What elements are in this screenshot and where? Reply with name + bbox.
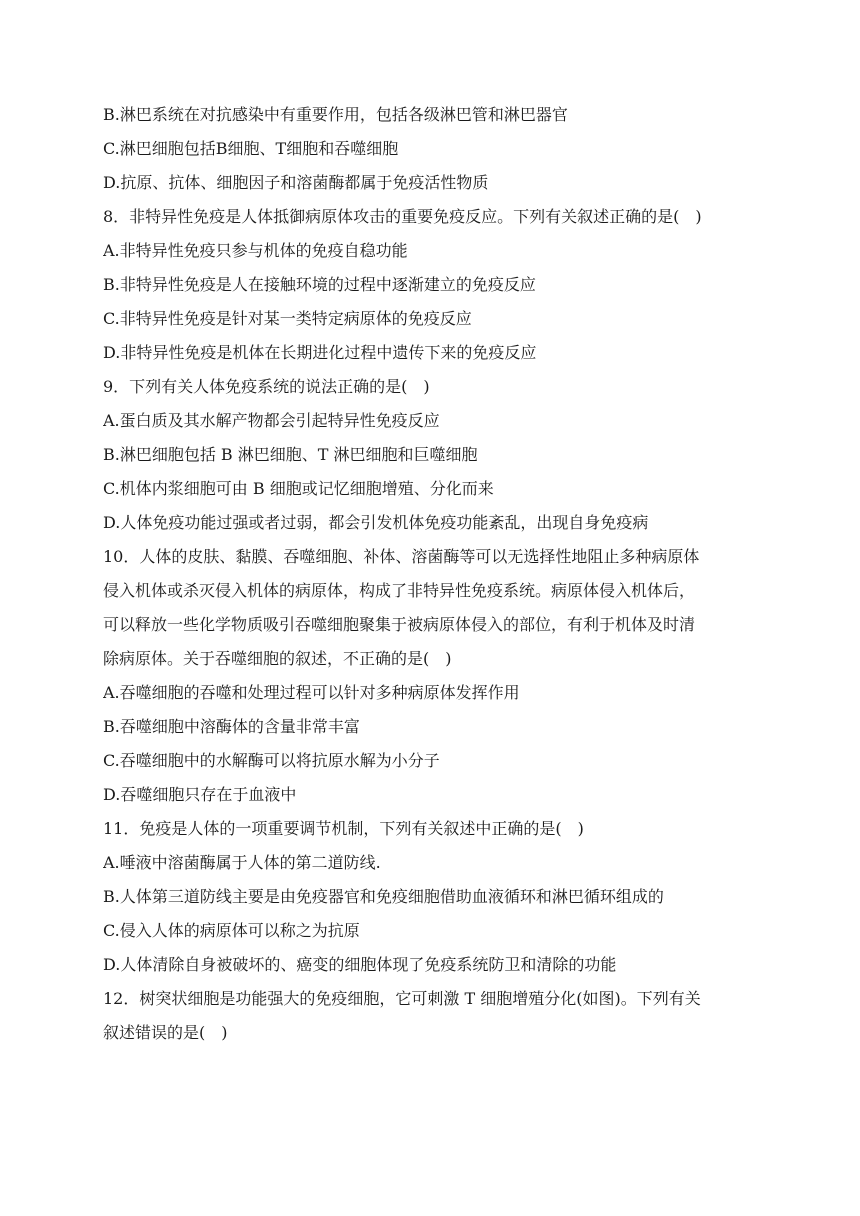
option-8a: A.非特异性免疫只参与机体的免疫自稳功能	[103, 241, 408, 260]
option-10c: C.吞噬细胞中的水解酶可以将抗原水解为小分子	[103, 751, 440, 770]
question-12-stem-line-1: 12．树突状细胞是功能强大的免疫细胞，它可刺激 T 细胞增殖分化(如图)。下列有关	[103, 989, 701, 1008]
option-11c: C.侵入人体的病原体可以称之为抗原	[103, 921, 360, 940]
option-9b: B.淋巴细胞包括 B 淋巴细胞、T 淋巴细胞和巨噬细胞	[103, 445, 478, 464]
question-12-stem-line-2: 叙述错误的是( )	[103, 1023, 228, 1042]
option-8d: D.非特异性免疫是机体在长期进化过程中遗传下来的免疫反应	[103, 343, 537, 362]
document-body	[103, 98, 763, 1050]
option-7c: C.淋巴细胞包括B细胞、T细胞和吞噬细胞	[103, 139, 399, 158]
question-9-stem: 9．下列有关人体免疫系统的说法正确的是( )	[103, 377, 430, 396]
question-10-stem-line-2: 侵入机体或杀灭侵入机体的病原体，构成了非特异性免疫系统。病原体侵入机体后，	[103, 581, 696, 600]
question-10-stem-line-4: 除病原体。关于吞噬细胞的叙述，不正确的是( )	[103, 649, 452, 668]
option-11b: B.人体第三道防线主要是由免疫器官和免疫细胞借助血液循环和淋巴循环组成的	[103, 887, 664, 906]
option-9a: A.蛋白质及其水解产物都会引起特异性免疫反应	[103, 411, 440, 430]
option-10a: A.吞噬细胞的吞噬和处理过程可以针对多种病原体发挥作用	[103, 683, 520, 702]
question-8-stem: 8．非特异性免疫是人体抵御病原体攻击的重要免疫反应。下列有关叙述正确的是( )	[103, 207, 702, 226]
option-9d: D.人体免疫功能过强或者过弱，都会引发机体免疫功能紊乱，出现自身免疫病	[103, 513, 649, 532]
option-11a: A.唾液中溶菌酶属于人体的第二道防线.	[103, 853, 381, 872]
question-10-stem-line-3: 可以释放一些化学物质吸引吞噬细胞聚集于被病原体侵入的部位，有利于机体及时清	[103, 615, 696, 634]
option-7b: B.淋巴系统在对抗感染中有重要作用，包括各级淋巴管和淋巴器官	[103, 105, 568, 124]
option-10d: D.吞噬细胞只存在于血液中	[103, 785, 297, 804]
question-10-stem-line-1: 10．人体的皮肤、黏膜、吞噬细胞、补体、溶菌酶等可以无选择性地阻止多种病原体	[103, 547, 700, 566]
question-11-stem: 11．免疫是人体的一项重要调节机制，下列有关叙述中正确的是( )	[103, 819, 584, 838]
option-9c: C.机体内浆细胞可由 B 细胞或记忆细胞增殖、分化而来	[103, 479, 494, 498]
option-11d: D.人体清除自身被破坏的、癌变的细胞体现了免疫系统防卫和清除的功能	[103, 955, 617, 974]
option-8c: C.非特异性免疫是针对某一类特定病原体的免疫反应	[103, 309, 472, 328]
option-8b: B.非特异性免疫是人在接触环境的过程中逐渐建立的免疫反应	[103, 275, 536, 294]
option-7d: D.抗原、抗体、细胞因子和溶菌酶都属于免疫活性物质	[103, 173, 489, 192]
option-10b: B.吞噬细胞中溶酶体的含量非常丰富	[103, 717, 360, 736]
